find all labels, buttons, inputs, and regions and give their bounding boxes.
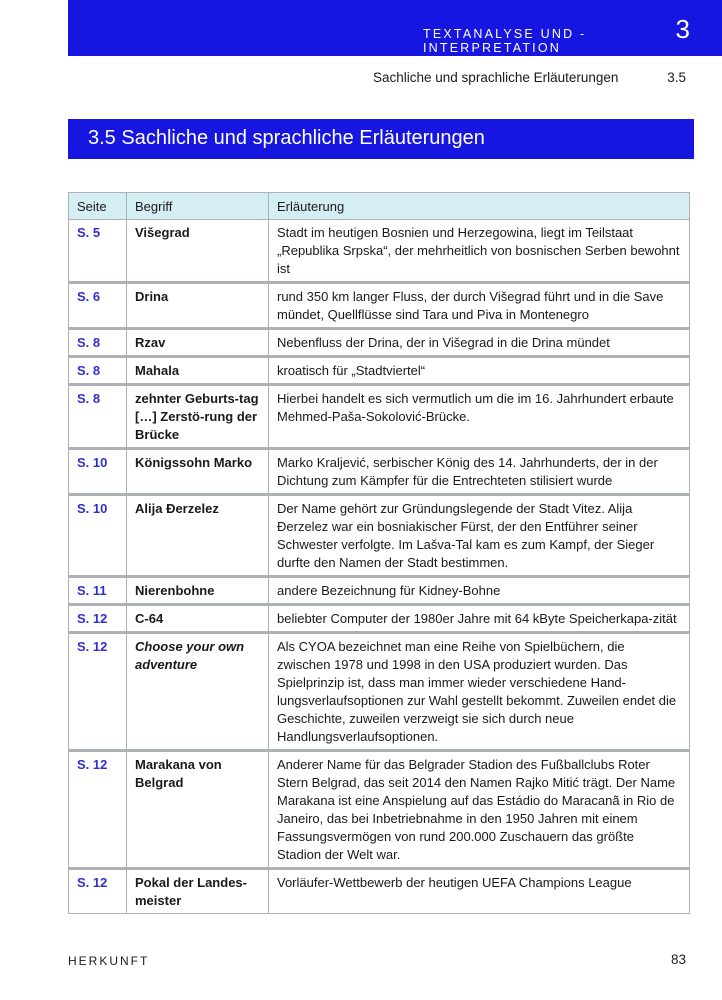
column-header-term: Begriff [127,193,269,220]
explanation-cell: Der Name gehört zur Gründungslegende der Stadt Vitez. Alija Đerzelez war ein bosniakischer Fürst, der den Entführer seiner Schwester verfolgte. Im Lašva-Tal kam es zum Kampf, der Sieger durfte den Namen der Stadt bestimmen. [269,495,690,577]
table-row [69,495,690,577]
glossary-table [68,192,690,914]
page-reference [69,385,127,449]
term-text: zehnter Geburts-tag […] Zerstö-rung der Brücke [135,391,259,442]
term-text: Nierenbohne [135,583,215,598]
term-cell [127,329,269,357]
page-reference-text: S. 12 [77,875,108,890]
term-cell [127,577,269,605]
page-reference [69,605,127,633]
section-title: 3.5 Sachliche und sprachliche Erläuterungen [88,127,485,149]
explanation-cell: andere Bezeichnung für Kidney-Bohne [269,577,690,605]
term-text: C-64 [135,611,164,626]
term-text: Pokal der Landes-meister [135,875,247,908]
page-reference-text: S. 8 [77,391,101,406]
page-reference-text: S. 6 [77,289,101,304]
running-title: Sachliche und sprachliche Erläuterungen [373,70,619,85]
table-row [69,449,690,495]
explanation-cell: rund 350 km langer Fluss, der durch Višegrad führt und in die Save mündet, Quellflüsse sind Tara und Piva in Montenegro [269,283,690,329]
table-row [69,357,690,385]
explanation-cell: kroatisch für „Stadtviertel“ [269,357,690,385]
page-reference [69,220,127,283]
term-cell [127,751,269,869]
term-text: Choose your own adventure [135,639,245,672]
explanation-cell: Hierbei handelt es sich vermutlich um die im 16. Jahrhundert erbaute Mehmed-Paša-Sokolović-Brücke. [269,385,690,449]
page-reference-text: S. 12 [77,757,108,772]
explanation-cell: beliebter Computer der 1980er Jahre mit 64 kByte Speicherkapa-zität [269,605,690,633]
term-text: Rzav [135,335,166,350]
page-reference [69,751,127,869]
page-reference-text: S. 12 [77,639,108,654]
column-header-explanation: Erläuterung [269,193,690,220]
table-row [69,633,690,751]
table-row [69,283,690,329]
page-reference-text: S. 8 [77,363,101,378]
page-reference-text: S. 12 [77,611,108,626]
term-text: Marakana von Belgrad [135,757,222,790]
term-cell [127,605,269,633]
page-reference-text: S. 10 [77,501,108,516]
explanation-cell: Als CYOA bezeichnet man eine Reihe von Spielbüchern, die zwischen 1978 und 1998 in den USA produziert wurden. Das Spielprinzip ist, dass man immer wieder verschiedene Hand-lungsverlaufsoptionen zur Wahl gestellt bekommt. Zuweilen endet die Geschichte, zuweilen verzweigt sie sich durch neue Handlungsverlaufsoptionen. [269,633,690,751]
table-row [69,751,690,869]
page-reference-text: S. 11 [77,583,107,598]
column-header-page: Seite [69,193,127,220]
explanation-cell: Vorläufer-Wettbewerb der heutigen UEFA Champions League [269,869,690,914]
term-cell [127,283,269,329]
term-text: Königssohn Marko [135,455,253,470]
table-row [69,329,690,357]
page-reference [69,283,127,329]
page-reference-text: S. 10 [77,455,108,470]
term-cell [127,869,269,914]
explanation-cell: Nebenfluss der Drina, der in Višegrad in die Drina mündet [269,329,690,357]
running-section-number: 3.5 [667,70,686,85]
table-header-row [69,193,690,220]
term-text: Drina [135,289,169,304]
page-reference [69,329,127,357]
chapter-number: 3 [675,14,690,44]
page-reference-text: S. 5 [77,225,101,240]
explanation-cell: Anderer Name für das Belgrader Stadion des Fußballclubs Roter Stern Belgrad, das seit 2014 den Namen Rajko Mitić trägt. Der Name Marakana ist eine Anspielung auf das Estádio do Maracanã in Rio de Janeiro, das bei Inbetriebnahme in den 1950 Jahren mit einem Fassungsvermögen von rund 200.000 Zuschauern das größte Stadion der Welt war. [269,751,690,869]
page-reference [69,449,127,495]
section-banner [68,119,694,159]
chapter-label: TEXTANALYSE UND -INTERPRETATION [423,27,587,55]
term-cell [127,633,269,751]
page-number: 83 [670,952,686,967]
footer-book-title: HERKUNFT [68,954,150,968]
term-text: Višegrad [135,225,190,240]
table-row [69,605,690,633]
term-cell [127,357,269,385]
page-reference-text: S. 8 [77,335,101,350]
page-reference [69,495,127,577]
page-reference [69,869,127,914]
term-cell [127,495,269,577]
table-row [69,869,690,914]
term-cell [127,220,269,283]
table-row [69,385,690,449]
explanation-cell: Stadt im heutigen Bosnien und Herzegowina, liegt im Teilstaat „Republika Srpska“, der mehrheitlich von bosnischen Serben bewohnt ist [269,220,690,283]
table-row [69,220,690,283]
term-cell [127,385,269,449]
explanation-cell: Marko Kraljević, serbischer König des 14. Jahrhunderts, der in der Dichtung zum Kämpfer für die Entrechteten stilisiert wurde [269,449,690,495]
page-reference [69,577,127,605]
table-row [69,577,690,605]
term-text: Alija Đerzelez [135,501,219,516]
chapter-header-band [68,0,722,56]
page-reference [69,357,127,385]
term-text: Mahala [135,363,180,378]
term-cell [127,449,269,495]
page-reference [69,633,127,751]
